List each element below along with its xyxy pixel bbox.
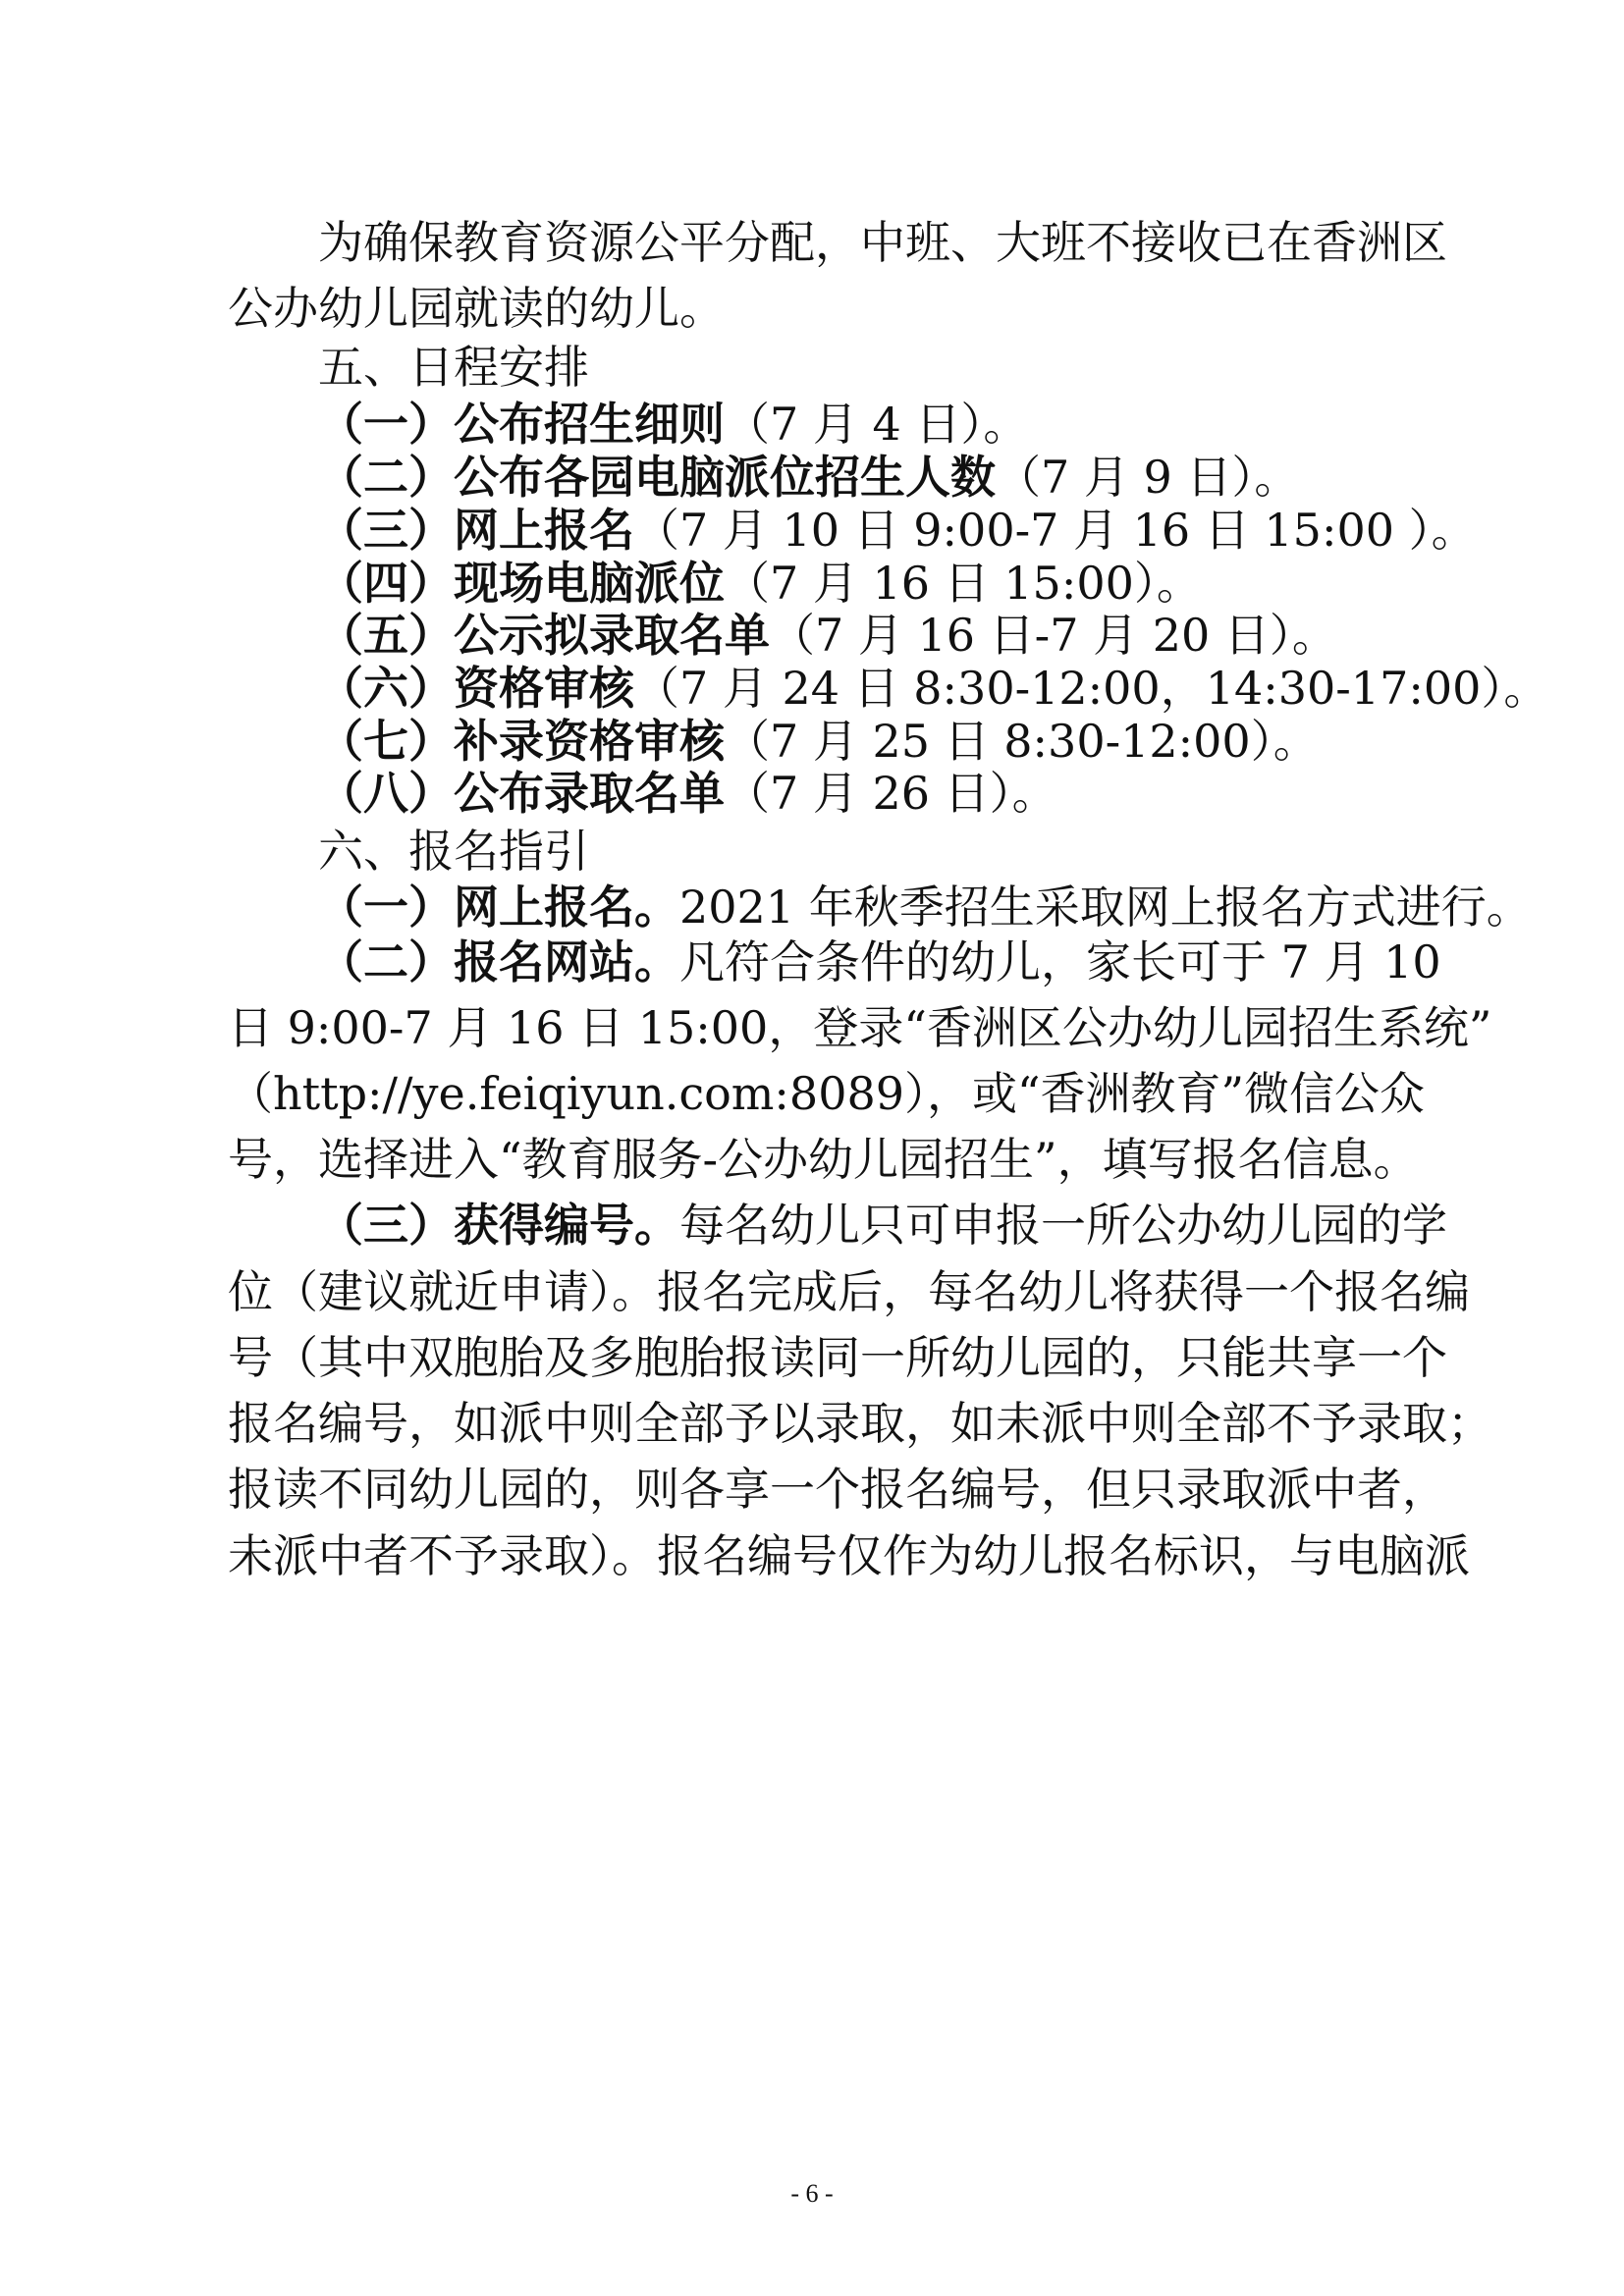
page-number: - 6 - (790, 2179, 834, 2208)
section-6-heading: 六、报名指引 (318, 825, 589, 878)
schedule-item-date: （7 月 10 日 9:00-7 月 16 日 15:00 ）。 (634, 504, 1477, 557)
guide-paragraph-2-line-2: 日 9:00-7 月 16 日 15:00，登录“香洲区公办幼儿园招生系统” (228, 1001, 1492, 1054)
schedule-item-label: （七）补录资格审核 (318, 715, 725, 768)
guide-paragraph-2-line-4: 号，选择进入“教育服务-公办幼儿园招生”，填写报名信息。 (228, 1133, 1419, 1186)
schedule-item-date: （7 月 4 日）。 (725, 398, 1029, 451)
schedule-item-date: （7 月 16 日 15:00）。 (725, 557, 1202, 610)
schedule-item-label: （六）资格审核 (318, 662, 634, 715)
guide-label: （一）网上报名。 (318, 881, 679, 934)
schedule-item-8 (318, 761, 1421, 826)
schedule-item-label: （二）公布各园电脑派位招生人数 (318, 451, 996, 504)
schedule-item-date: （7 月 24 日 8:30-12:00，14:30-17:00）。 (634, 662, 1549, 715)
guide-paragraph-3-line-3: 号（其中双胞胎及多胞胎报读同一所幼儿园的，只能共享一个 (228, 1331, 1447, 1384)
guide-paragraph-3-line-6: 未派中者不予录取）。报名编号仅作为幼儿报名标识，与电脑派 (228, 1529, 1470, 1582)
guide-text: 每名幼儿只可申报一所公办幼儿园的学 (679, 1199, 1447, 1252)
guide-paragraph-3-line-4: 报名编号，如派中则全部予以录取，如未派中则全部不予录取； (228, 1397, 1492, 1450)
guide-paragraph-2-line-1 (318, 930, 1441, 994)
guide-paragraph-3-line-5: 报读不同幼儿园的，则各享一个报名编号，但只录取派中者， (228, 1463, 1447, 1516)
intro-line-1: 为确保教育资源公平分配，中班、大班不接收已在香洲区 (318, 216, 1447, 269)
guide-paragraph-2-line-3: （http://ye.feiqiyun.com:8089），或“香洲教育”微信公众 (228, 1067, 1426, 1120)
schedule-item-label: （五）公示拟录取名单 (318, 609, 770, 662)
schedule-item-label: （四）现场电脑派位 (318, 557, 725, 610)
schedule-item-label: （八）公布录取名单 (318, 767, 725, 820)
schedule-item-label: （一）公布招生细则 (318, 398, 725, 451)
schedule-item-date: （7 月 9 日）。 (996, 451, 1300, 504)
guide-label: （二）报名网站。 (318, 935, 679, 988)
schedule-item-date: （7 月 25 日 8:30-12:00）。 (725, 715, 1319, 768)
guide-text: 凡符合条件的幼儿，家长可于 7 月 10 (679, 935, 1441, 988)
intro-line-2: 公办幼儿园就读的幼儿。 (228, 282, 725, 335)
schedule-item-label: （三）网上报名 (318, 504, 634, 557)
section-5-heading: 五、日程安排 (318, 341, 589, 394)
schedule-item-date: （7 月 16 日-7 月 20 日）。 (770, 609, 1337, 662)
guide-paragraph-3-line-1 (318, 1193, 1447, 1257)
guide-label: （三）获得编号。 (318, 1199, 679, 1252)
schedule-item-date: （7 月 26 日）。 (725, 767, 1057, 820)
guide-text: 2021 年秋季招生采取网上报名方式进行。 (679, 881, 1532, 934)
guide-paragraph-3-line-2: 位（建议就近申请）。报名完成后，每名幼儿将获得一个报名编 (228, 1265, 1470, 1318)
